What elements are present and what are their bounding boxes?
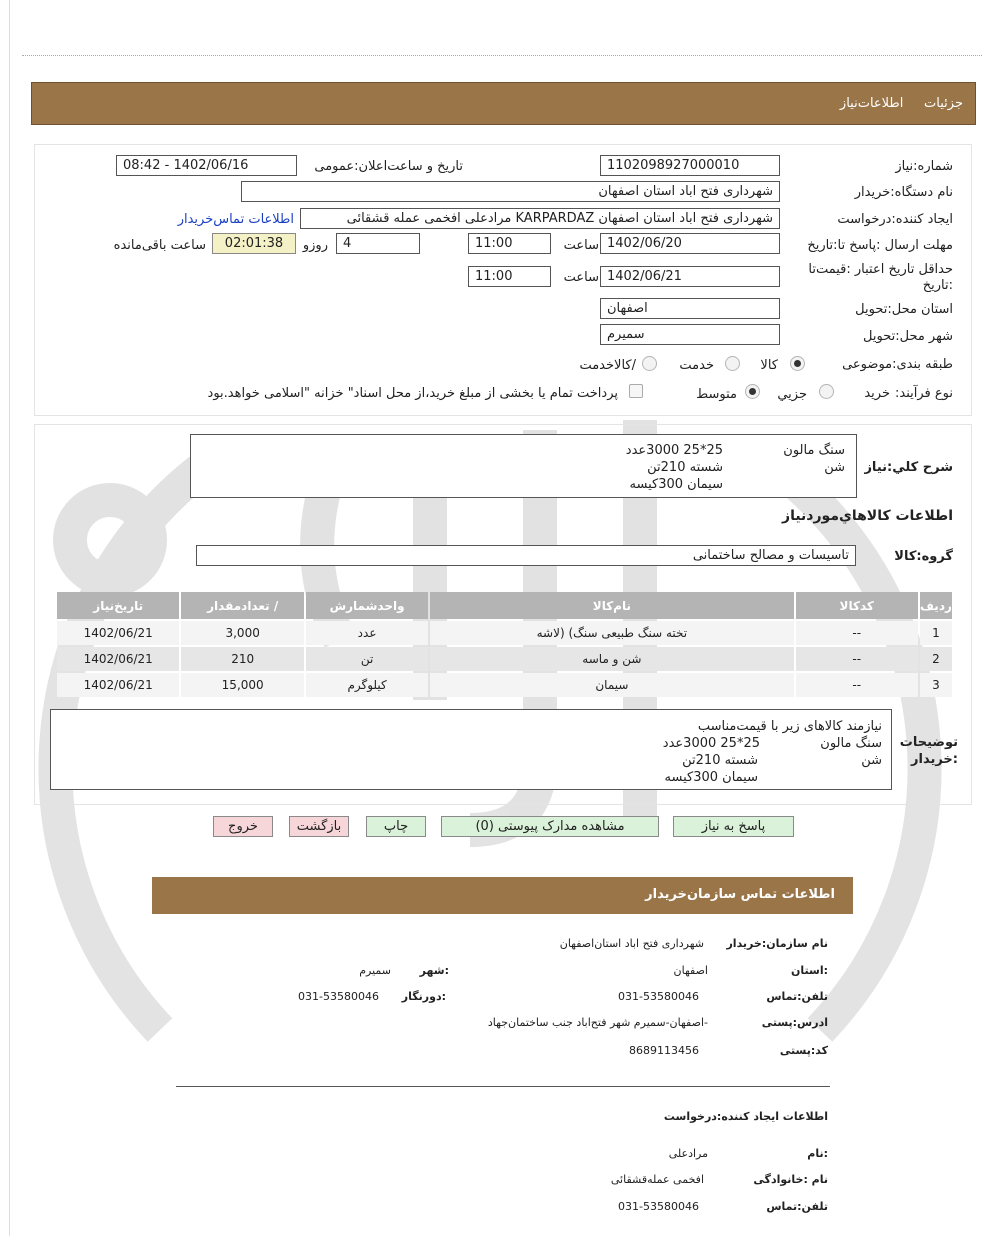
creator-field: شهرداری فتح اباد استان اصفهان KARPARDAZ مرادعلی افخمی عمله قشقائی: [300, 208, 780, 229]
summary-label: شرح کلي:نیاز: [864, 460, 953, 475]
contact-address-value: -اصفهان-سمیرم شهر فتح‌اباد جنب ساختمان‌جهاد: [487, 1016, 708, 1029]
contact-city-value: سمیرم: [359, 964, 391, 977]
cell-unit: عدد: [306, 621, 428, 645]
buyer-contact-header: [152, 877, 853, 914]
contact-fax-value: 031-53580046: [298, 990, 379, 1003]
contact-postal-value: 8689113456: [629, 1044, 699, 1057]
goods-group-field: تاسیسات و مصالح ساختمانی: [196, 545, 856, 566]
col-header-row: ردیف: [920, 592, 952, 619]
reply-button[interactable]: پاسخ به نیاز: [673, 816, 794, 837]
notes-line-2-desc: شسته 210تن: [682, 753, 758, 768]
process-medium-radio[interactable]: [745, 384, 760, 399]
cell-date: 1402/06/21: [57, 647, 179, 671]
summary-line-1-desc: 25*25 3000عدد: [625, 443, 723, 458]
category-goods-service-radio[interactable]: [642, 356, 657, 371]
buyer-org-label: نام دستگاه:خریدار: [854, 185, 953, 200]
table-row: [57, 647, 952, 671]
creator-phone-label: تلفن:تماس: [766, 1200, 828, 1213]
cell-date: 1402/06/21: [57, 673, 179, 697]
notes-line-0: نیازمند کالاهای زیر با قیمت‌مناسب: [697, 719, 882, 734]
category-service-label: خدمت: [679, 358, 714, 373]
deadline-date-field: 1402/06/20: [600, 233, 780, 254]
creator-label: ایجاد کننده:درخواست: [837, 212, 953, 227]
need-number-field: 1102098927000010: [600, 155, 780, 176]
remaining-time-label: ساعت باقی‌مانده: [113, 238, 206, 253]
cell-unit: تن: [306, 647, 428, 671]
creator-phone-value: 031-53580046: [618, 1200, 699, 1213]
days-field: 4: [336, 233, 420, 254]
days-label: روزو: [302, 238, 328, 253]
category-goods-service-label: /کالاخدمت: [579, 358, 636, 373]
col-header-name: نام‌کالا: [430, 592, 793, 619]
deadline-time-field: 11:00: [468, 233, 551, 254]
summary-line-3-desc: سیمان 300کیسه: [629, 477, 723, 492]
contact-fax-label: :دورنگار: [401, 990, 446, 1003]
buyer-org-field: شهرداری فتح اباد استان اصفهان: [241, 181, 780, 202]
tab-need-info[interactable]: اطلاعات‌نیاز: [839, 96, 904, 111]
cell-name: سیمان: [430, 673, 793, 697]
remaining-time-field: 02:01:38: [212, 233, 296, 254]
contact-org-value: شهرداری فتح اباد استان‌اصفهان: [559, 937, 704, 950]
province-field: اصفهان: [600, 298, 780, 319]
col-header-date: تاریخ‌نیاز: [57, 592, 179, 619]
process-partial-label: جزیي: [777, 387, 807, 402]
validity-time-label: ساعت: [563, 270, 599, 285]
back-button[interactable]: بازگشت: [289, 816, 349, 837]
contact-city-label: :شهر: [419, 964, 449, 977]
notes-line-2-item: شن: [861, 753, 882, 768]
buyer-contact-title: اطلاعات تماس سازمان‌خریدار: [645, 887, 835, 902]
creator-family-value: افخمی عمله‌قشقائی: [610, 1173, 704, 1186]
summary-line-2-desc: شسته 210تن: [647, 460, 723, 475]
header-tabs: [840, 96, 963, 111]
notes-line-3-desc: سیمان 300کیسه: [664, 770, 758, 785]
contact-province-value: اصفهان: [673, 964, 708, 977]
creator-name-value: مرادعلی: [668, 1147, 708, 1160]
goods-info-title: اطلاعات کالاهاي‌موردنیاز: [782, 508, 953, 524]
treasury-payment-label: پرداخت تمام یا بخشی از مبلغ خرید،از محل اسناد" خزانه "اسلامی خواهد.بود: [207, 386, 618, 401]
cell-qty: 3,000: [181, 621, 303, 645]
creator-name-label: :نام: [807, 1147, 828, 1160]
announce-label: تاریخ و ساعت‌اعلان:عمومی: [314, 159, 463, 174]
summary-box: [190, 434, 857, 498]
deadline-label: مهلت ارسال :پاسخ تا:تاریخ: [807, 238, 953, 253]
cell-qty: 210: [181, 647, 303, 671]
announce-datetime-field: 1402/06/16 - 08:42: [116, 155, 297, 176]
col-header-code: کدکالا: [796, 592, 918, 619]
category-service-radio[interactable]: [725, 356, 740, 371]
contact-address-label: ادرس:پستی: [761, 1016, 828, 1029]
col-header-unit: واحدشمارش: [306, 592, 428, 619]
buyer-notes-label: توضیحات :خریدار: [899, 735, 958, 767]
process-medium-label: متوسط: [696, 387, 737, 402]
category-goods-label: کالا: [760, 358, 778, 373]
cell-date: 1402/06/21: [57, 621, 179, 645]
table-row: [57, 621, 952, 645]
city-field: سمیرم: [600, 324, 780, 345]
cell-row-number: 1: [920, 621, 952, 645]
contact-org-label: نام سازمان:خریدار: [726, 937, 828, 950]
city-label: شهر محل:تحویل: [863, 329, 953, 344]
cell-code: --: [796, 621, 918, 645]
notes-line-1-desc: 25*25 3000عدد: [662, 736, 760, 751]
cell-row-number: 2: [920, 647, 952, 671]
summary-line-1-item: سنگ مالون: [783, 443, 845, 458]
creator-family-label: نام :خانوادگی: [753, 1173, 828, 1186]
table-row: [57, 673, 952, 697]
contact-phone-label: تلفن:تماس: [766, 990, 828, 1003]
exit-button[interactable]: خروج: [213, 816, 273, 837]
goods-table: [55, 590, 954, 699]
contact-postal-label: کد:پستی: [779, 1044, 828, 1057]
tab-details[interactable]: جزئیات: [924, 96, 963, 111]
attachments-button[interactable]: مشاهده مدارک پیوستی (0): [441, 816, 659, 837]
deadline-time-label: ساعت: [563, 238, 599, 253]
province-label: استان محل:تحویل: [855, 302, 953, 317]
cell-unit: کیلوگرم: [306, 673, 428, 697]
goods-group-label: گروه:کالا: [894, 549, 953, 564]
need-number-label: شماره:نیاز: [895, 159, 953, 174]
cell-qty: 15,000: [181, 673, 303, 697]
category-label: طبقه بندی:موضوعی: [842, 357, 953, 372]
print-button[interactable]: چاپ: [366, 816, 426, 837]
validity-time-field: 11:00: [468, 266, 551, 287]
buyer-notes-box: [50, 709, 892, 790]
cell-code: --: [796, 673, 918, 697]
col-header-qty: / تعدادمقدار: [181, 592, 303, 619]
contact-phone-value: 031-53580046: [618, 990, 699, 1003]
validity-label: حداقل تاریخ اعتبار :قیمت‌تا :تاریخ: [808, 262, 953, 293]
contact-province-label: :استان: [791, 964, 828, 977]
cell-row-number: 3: [920, 673, 952, 697]
contact-divider: [176, 1086, 830, 1087]
details-header-bar: [31, 82, 976, 125]
summary-line-2-item: شن: [824, 460, 845, 475]
creator-info-title: اطلاعات ایجاد کننده:درخواست: [663, 1110, 828, 1123]
cell-name: شن و ماسه: [430, 647, 793, 671]
process-partial-radio[interactable]: [819, 384, 834, 399]
buyer-contact-link[interactable]: اطلاعات تماس‌خریدار: [177, 212, 294, 227]
process-type-label: نوع فرآیند:: [895, 386, 953, 401]
cell-name: تخته سنگ طبیعی سنگ) (لاشه: [430, 621, 793, 645]
process-buy-label: خرید: [864, 386, 890, 401]
cell-code: --: [796, 647, 918, 671]
treasury-payment-checkbox[interactable]: [629, 384, 643, 398]
validity-date-field: 1402/06/21: [600, 266, 780, 287]
category-goods-radio[interactable]: [790, 356, 805, 371]
notes-line-1-item: سنگ مالون: [820, 736, 882, 751]
